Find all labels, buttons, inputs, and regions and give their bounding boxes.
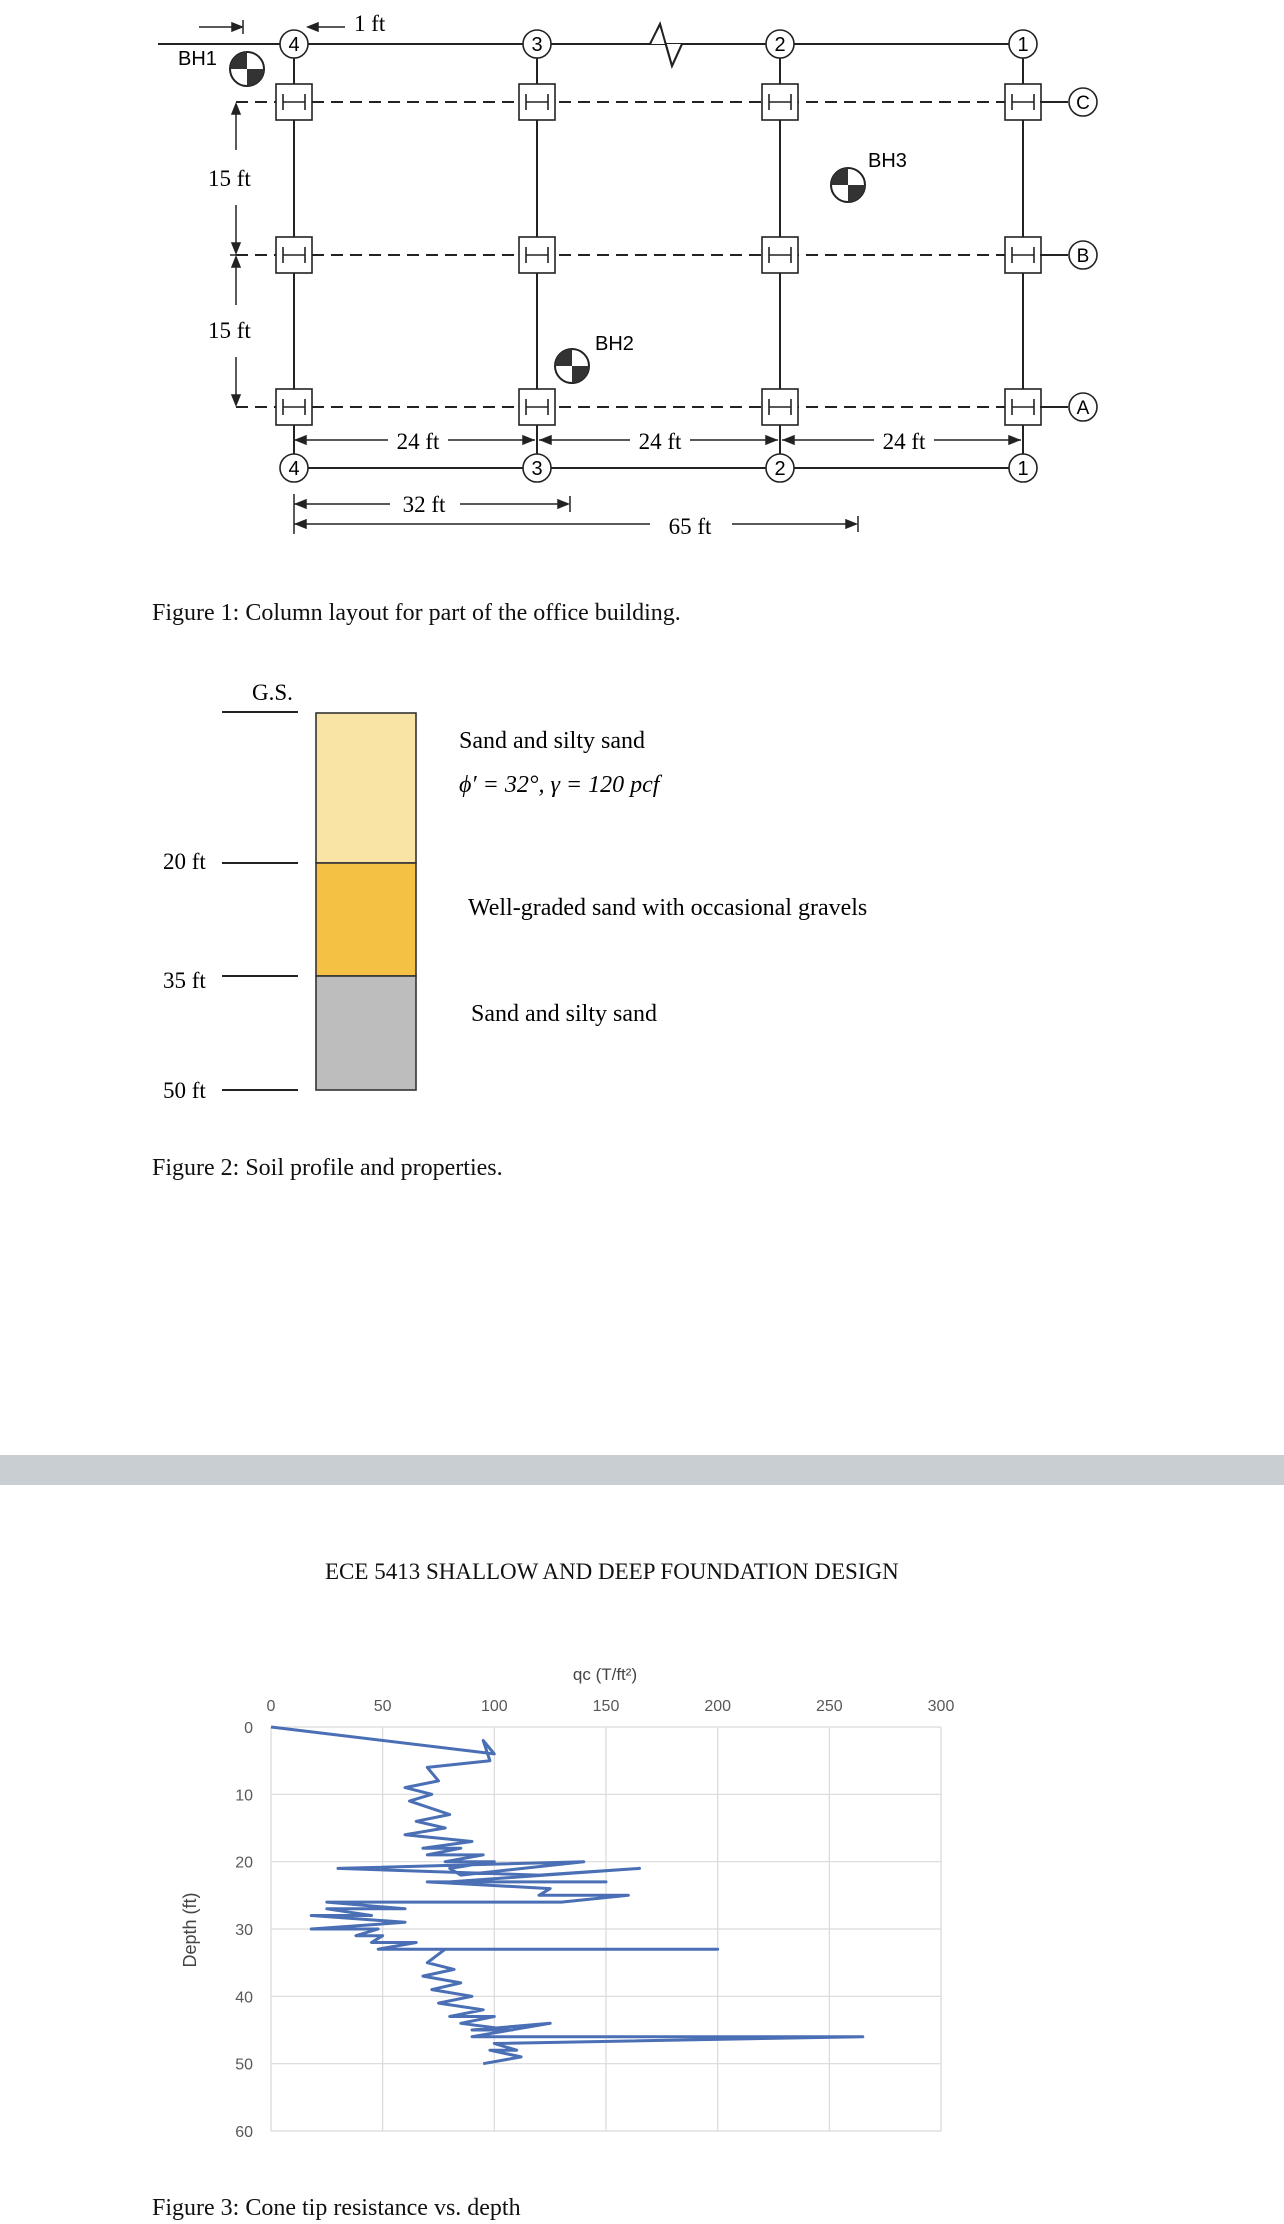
dimension-label: 65 ft [668, 514, 712, 539]
layer-1-name: Sand and silty sand [459, 728, 645, 754]
column-label: 1 [1017, 458, 1029, 480]
y-axis-label: Depth (ft) [180, 1892, 200, 1968]
x-tick-label: 200 [704, 1698, 732, 1715]
dimension-label: 32 ft [402, 492, 446, 517]
x-tick-label: 100 [480, 1698, 508, 1715]
dimension-label: 15 ft [208, 318, 251, 343]
soil-layer-3 [316, 976, 416, 1090]
depth-label: 35 ft [163, 968, 206, 993]
y-tick-label: 10 [235, 1787, 253, 1805]
depth-label: 20 ft [163, 849, 206, 874]
page-header: ECE 5413 SHALLOW AND DEEP FOUNDATION DESIGN [325, 1559, 899, 1584]
depth-label: 50 ft [163, 1078, 206, 1103]
column-label: 2 [774, 458, 786, 480]
x-axis-label: qc (T/ft²) [572, 1665, 638, 1684]
y-tick-label: 40 [235, 1989, 253, 2007]
row-label: C [1076, 93, 1090, 114]
series-line-qc [271, 1727, 863, 2064]
cone-tip-resistance-chart [0, 1485, 1284, 2185]
y-tick-label: 60 [235, 2124, 253, 2141]
x-tick-label: 150 [592, 1698, 620, 1715]
ground-surface-label: G.S. [252, 680, 293, 705]
soil-layer-2 [316, 863, 416, 976]
x-tick-label: 0 [266, 1698, 276, 1715]
layer-1-properties: ϕ′ = 32°, γ = 120 pcf [459, 772, 660, 798]
borehole-label: BH2 [595, 333, 634, 355]
x-tick-labels [267, 1698, 955, 1715]
borehole-label: BH3 [868, 150, 907, 172]
column-label: 4 [288, 458, 300, 480]
dimension-label: 24 ft [882, 429, 926, 454]
column-label: 3 [531, 34, 543, 56]
column-label: 1 [1017, 34, 1029, 56]
column-label: 3 [531, 458, 543, 480]
figure-2-caption: Figure 2: Soil profile and properties. [152, 1155, 503, 1181]
y-tick-label: 20 [235, 1854, 253, 1872]
dimension-label: 24 ft [396, 429, 440, 454]
x-tick-label: 300 [927, 1698, 955, 1715]
document-page-2 [0, 1485, 1284, 2224]
chart-series [271, 1727, 863, 2064]
column-label: 4 [288, 34, 300, 56]
y-tick-label: 30 [235, 1922, 253, 1939]
x-tick-label: 250 [815, 1698, 843, 1715]
y-tick-label: 50 [235, 2056, 253, 2074]
dimension-label: 1 ft [354, 11, 386, 36]
layer-3-name: Sand and silty sand [471, 1001, 657, 1027]
row-label: B [1076, 246, 1090, 267]
y-tick-labels [235, 1720, 253, 2141]
y-tick-label: 0 [244, 1720, 253, 1737]
row-label: A [1076, 398, 1090, 419]
figure-3-caption: Figure 3: Cone tip resistance vs. depth [152, 2195, 521, 2221]
dimension-label: 15 ft [208, 166, 251, 191]
page-separator [0, 1455, 1284, 1485]
column-label: 2 [774, 34, 786, 56]
figure-1-caption: Figure 1: Column layout for part of the office building. [152, 600, 681, 626]
borehole-label: BH1 [178, 48, 217, 70]
dimension-label: 24 ft [638, 429, 682, 454]
layer-2-name: Well-graded sand with occasional gravels [468, 895, 868, 921]
soil-layer-1 [316, 713, 416, 863]
x-tick-label: 50 [373, 1698, 392, 1715]
